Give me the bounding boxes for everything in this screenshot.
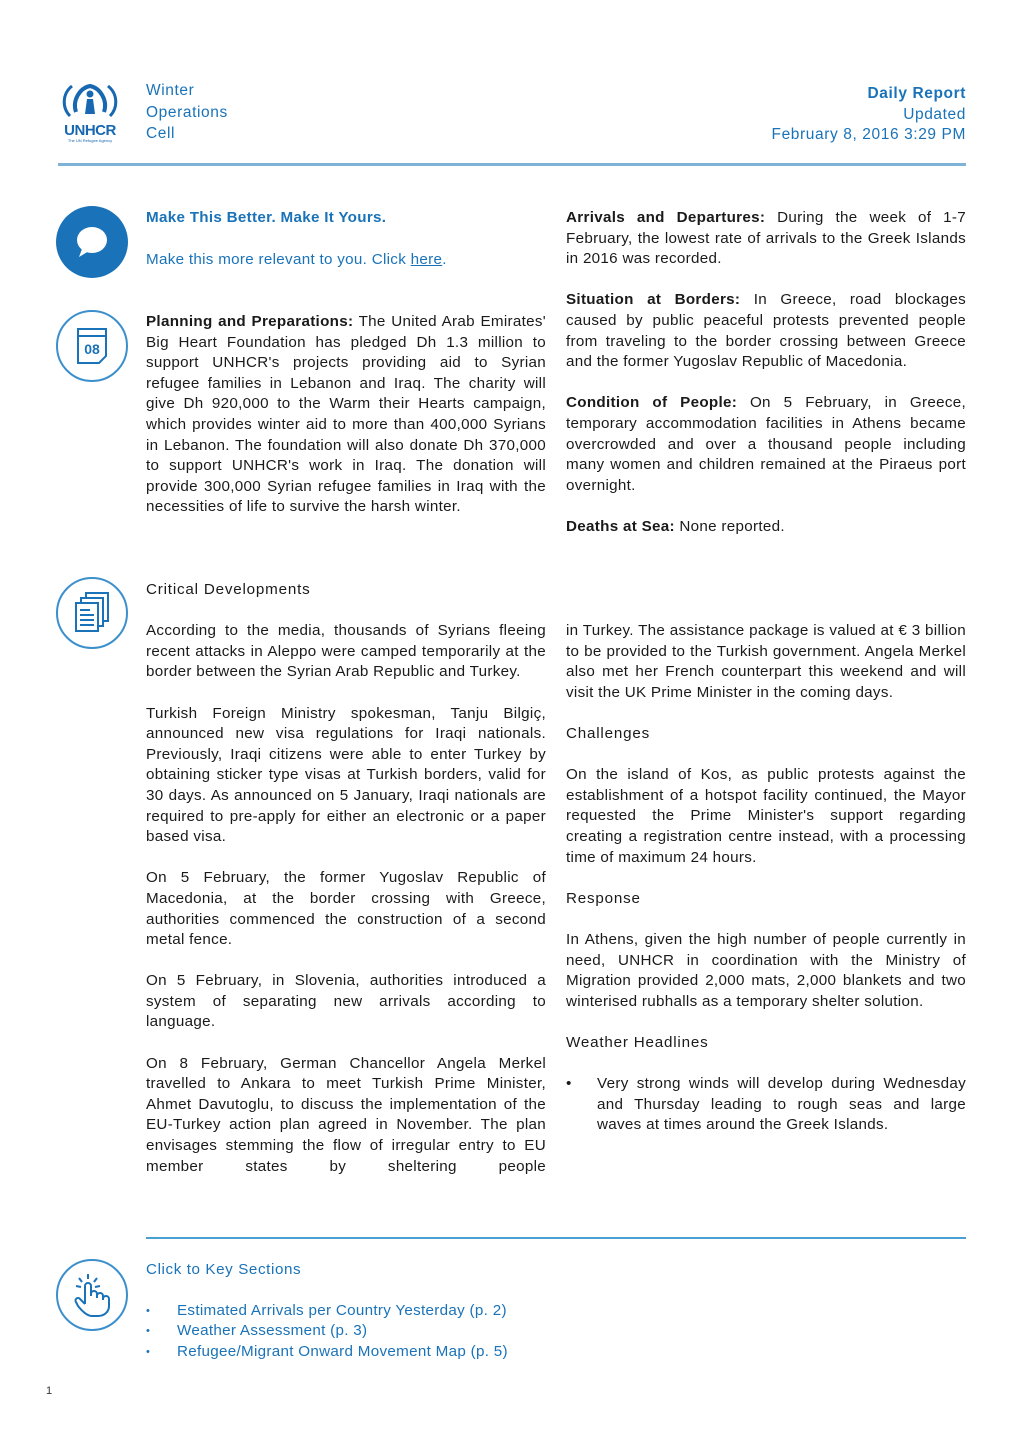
unhcr-emblem-icon [58,80,122,122]
feedback-text-lead: Make this more relevant to you. Click [146,250,411,268]
cell-title-line: Winter [146,82,195,99]
critical-heading [146,580,546,601]
critical-continued: in Turkey. The assistance package is valued at € 3 billion to be provided to the Turkish government. Angela Merkel also met her French counterpart this weekend and will visit the UK Prime Minister in the coming days. [566,622,966,701]
logo-tagline: The UN Refugee Agency [67,138,113,143]
critical-paragraph: Turkish Foreign Ministry spokesman, Tanju Bilgiç, announced new visa regulations for Iraqi nationals. Previously, Iraqi citizens were able to enter Turkey by obtaining sticker type visas at Turkish borders, valid for 30 days. As announced on 5 January, Iraqi nationals are required to pre-apply for either an electronic or a paper based visa. [146,704,546,846]
feedback-title: Make This Better. Make It Yours. [146,209,387,226]
key-sections-divider [146,1237,966,1239]
planning-text: The United Arab Emirates' Big Heart Foundation has pledged Dh 1.3 million to support UNHCR's projects providing aid to Syrian refugee families in Lebanon and Iraq. The charity will give Dh 920,000 to the Warm their Hearts campaign, which provides winter aid to more than 400,000 Syrians in Lebanon. The foundation will also donate Dh 370,000 to support UNHCR's work in Iraq. The donation will provide 300,000 Syrian refugee families in Iraq with the necessities of life to survive the harsh winter. [146,313,546,516]
summary-label: Condition of People: [566,394,738,412]
critical-paragraph: On 8 February, German Chancellor Angela Merkel travelled to Ankara to meet Turkish Prime Minister, Ahmet Davutoglu, to discuss the implementation of the EU-Turkey action plan agreed in November. The plan envisages stemming the flow of irregular entry to EU member states by sheltering people [146,1054,546,1175]
summary-item [566,517,966,538]
feedback-text-tail: . [442,250,447,268]
cell-title-line: Cell [146,125,176,142]
updated-label: Updated [903,105,966,123]
weather-list [566,1074,966,1136]
feedback-block [146,208,546,270]
summary-label: Situation at Borders: [566,291,741,309]
feedback-badge[interactable] [56,206,128,278]
key-sections-heading: Click to Key Sections [146,1261,302,1278]
report-title: Daily Report [867,85,966,102]
summary-item [566,393,966,496]
documents-badge [56,577,128,649]
summary-item [566,208,966,270]
planning-label: Planning and Preparations: [146,313,354,330]
critical-developments-right [566,621,966,1136]
key-section-link[interactable]: • Weather Assessment (p. 3) [146,1321,566,1342]
critical-paragraph: According to the media, thousands of Syrians fleeing recent attacks in Aleppo were camped temporarily at the border between the Syrian Arab Republic and Turkey. [146,622,546,681]
response-text: In Athens, given the high number of people currently in need, UNHCR in coordination with the Ministry of Migration provided 2,000 mats, 2,000 blankets and two winterised rubhalls as a temporary shelter solution. [566,930,966,1010]
hand-pointer-icon [70,1272,114,1318]
key-section-link[interactable]: • Refugee/Migrant Onward Movement Map (p. 5) [146,1342,566,1363]
feedback-here-link[interactable]: here [410,250,443,268]
summary-text: On 5 February, in Greece, temporary accommodation facilities in Athens became overcrowded and over a thousand people including many women and children remained at the Piraeus port overnight. [566,394,966,494]
key-sections-list [146,1301,566,1363]
header-divider [58,163,966,166]
planning-paragraph [146,312,546,518]
weather-bullet: • Very strong winds will develop during Wednesday and Thursday leading to rough seas and large waves at times around the Greek Islands. [566,1074,966,1136]
summary-block [566,208,966,538]
cell-title [146,80,228,145]
weather-heading: Weather Headlines [566,1033,709,1051]
date-badge [56,310,128,382]
summary-label: Arrivals and Departures: [566,209,766,226]
critical-developments-left [146,580,546,1177]
challenges-heading: Challenges [566,724,650,742]
logo-text: UNHCR [64,122,116,139]
summary-text: During the week of 1-7 February, the lowest rate of arrivals to the Greek Islands in 2016 was recorded. [566,209,966,268]
report-header [772,84,966,146]
documents-icon [72,591,112,635]
critical-paragraph: On 5 February, the former Yugoslav Republic of Macedonia, at the border crossing with Greece, authorities commenced the construction of a second metal fence. [146,869,546,949]
feedback-text [146,250,546,271]
response-heading: Response [566,889,641,907]
key-section-link[interactable]: • Estimated Arrivals per Country Yesterday (p. 2) [146,1301,566,1322]
hand-pointer-badge [56,1259,128,1331]
speech-bubble-icon [72,222,112,262]
summary-label: Deaths at Sea: [566,517,675,535]
challenges-text: On the island of Kos, as public protests against the establishment of a hotspot facility continued, the Mayor requested the Prime Minister's support regarding creating a registration centre instead, with a processing time of maximum 24 hours. [566,766,966,866]
critical-heading-text: Critical Developments [146,581,311,598]
svg-text:08: 08 [84,341,100,357]
summary-text: In Greece, road blockages caused by public peaceful protests prevented people from traveling to the border crossing between Greece and the former Yugoslav Republic of Macedonia. [566,291,966,371]
cell-title-line: Operations [146,103,228,121]
unhcr-logo [58,80,122,144]
critical-paragraph: On 5 February, in Slovenia, authorities introduced a system of separating new arrivals according to language. [146,972,546,1031]
summary-text: None reported. [674,517,785,535]
key-sections-block [146,1260,566,1362]
page-number: 1 [46,1385,53,1397]
calendar-icon [75,326,109,366]
summary-item [566,290,966,372]
updated-date: February 8, 2016 3:29 PM [771,126,966,143]
